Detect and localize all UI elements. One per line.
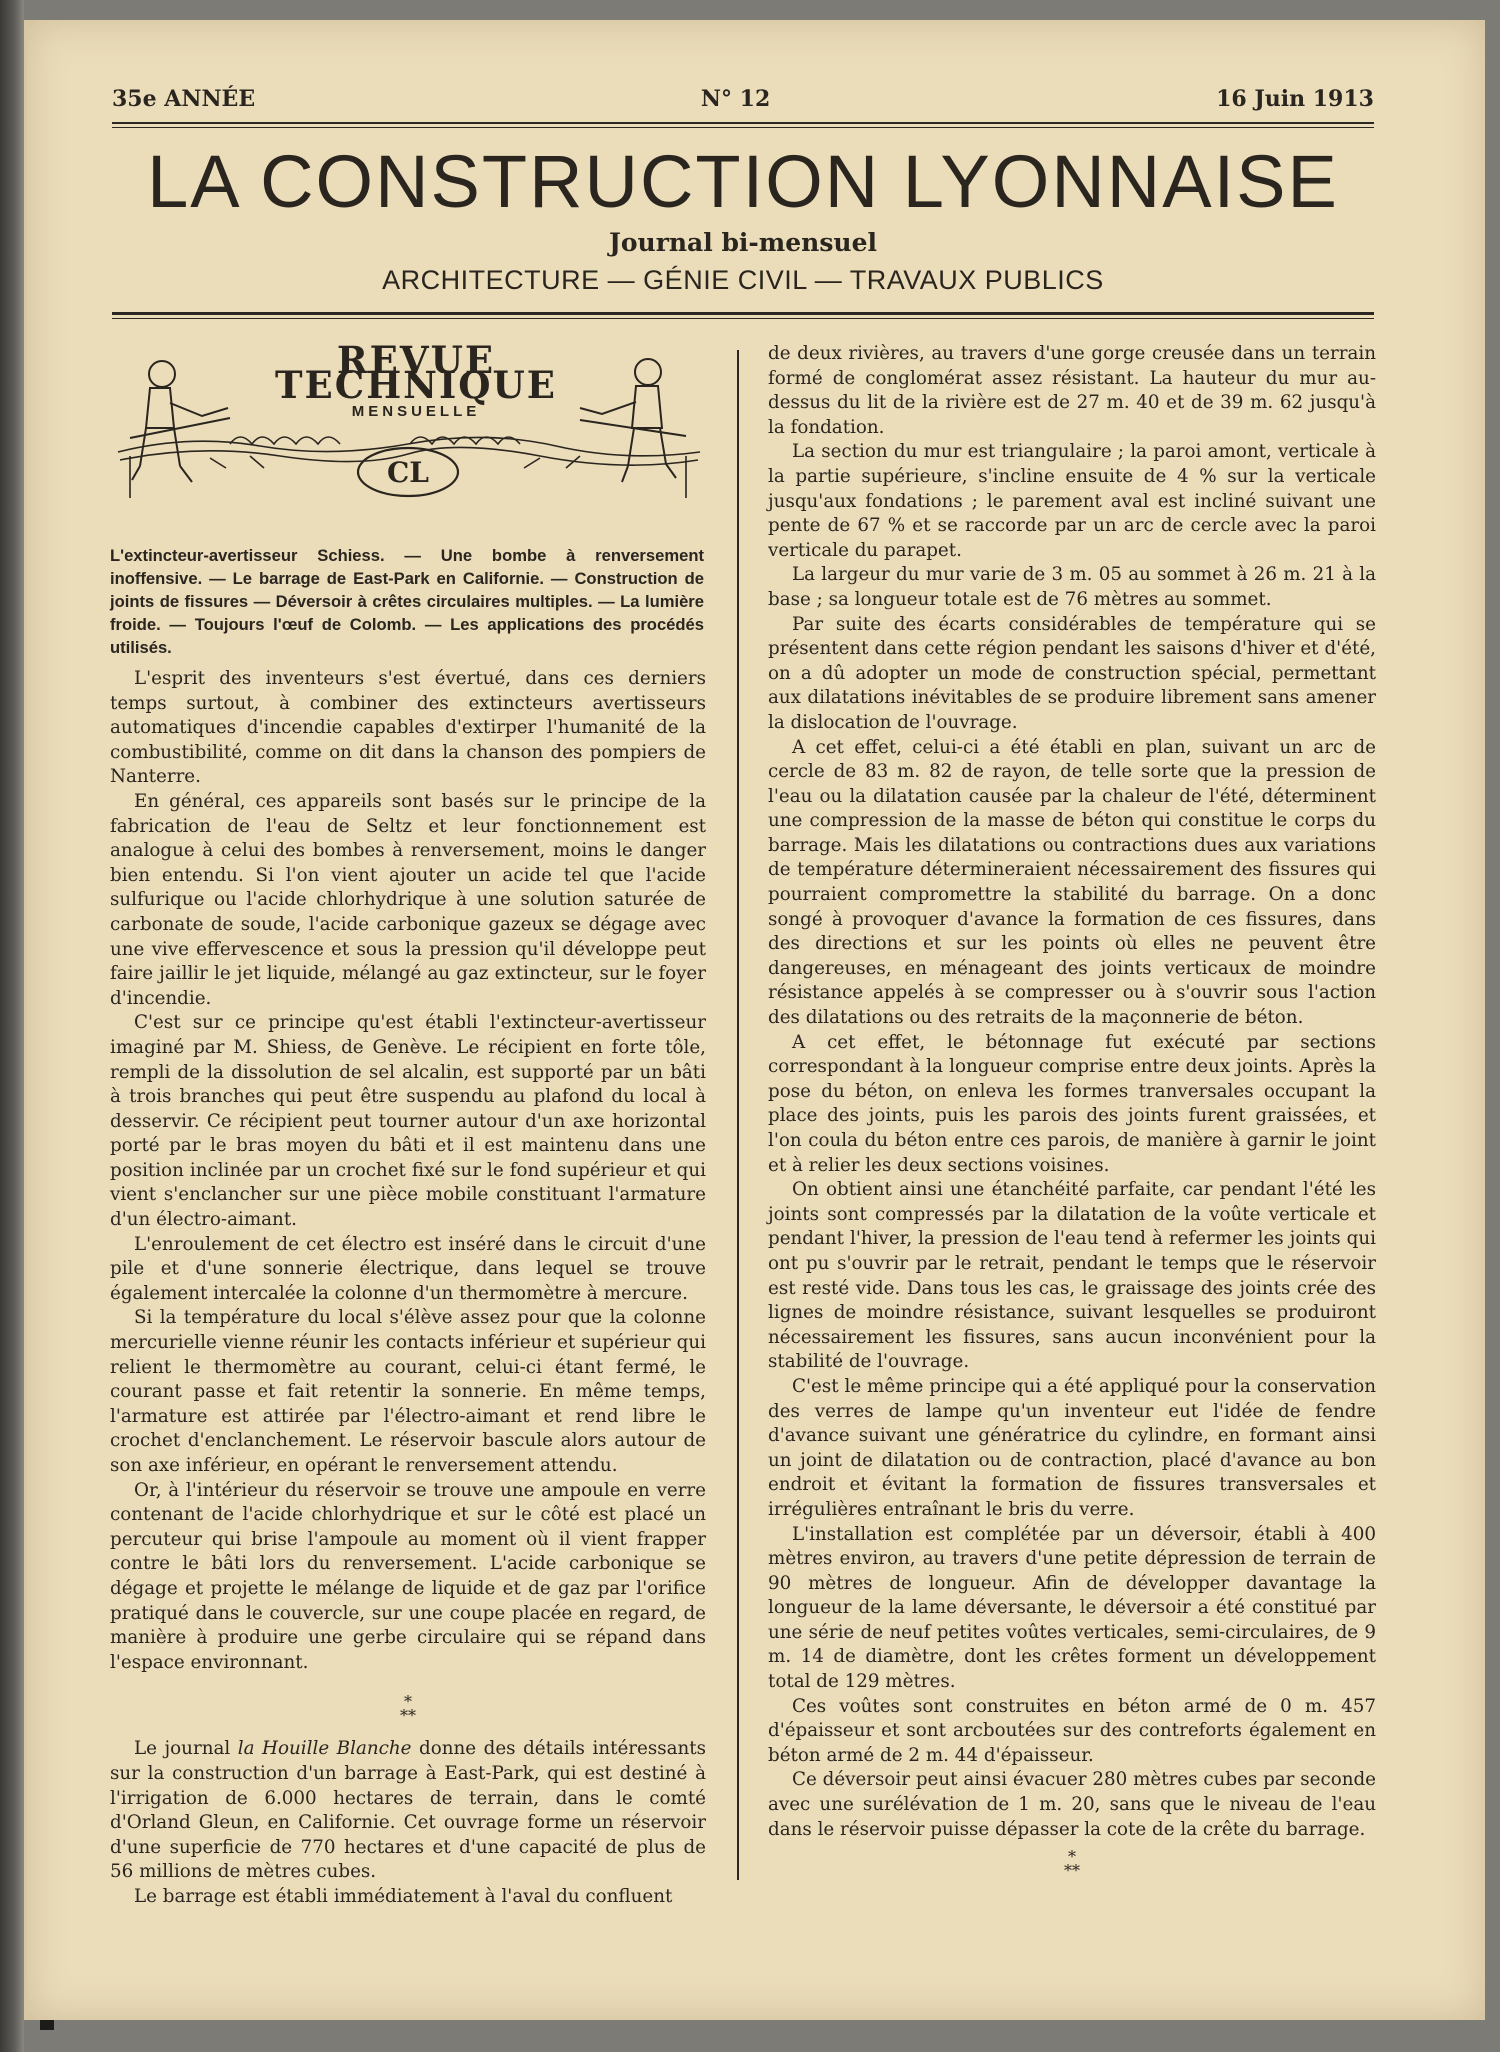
masthead-rule (112, 312, 1374, 315)
right-paragraph-10: Ces voûtes sont construites en béton armé de 0 m. 457 d'épaisseur et sont arcboutées sur des contreforts également en béton armé de 2 m. 44 d'épaisseur. (768, 1695, 1376, 1766)
issue-year: 35e ANNÉE (112, 86, 256, 112)
journal-subtitle: Journal bi-mensuel (609, 228, 877, 257)
left-paragraph-1: L'esprit des inventeurs s'est évertué, dans ces derniers temps surtout, à combiner des extincteurs avertisseurs automatiques d'incendie capables d'extirper l'humanité de la combustibilité, comme on dit dans la chanson des pompiers de Nanterre. (110, 668, 706, 788)
left-paragraph-5: Si la température du local s'élève assez pour que la colonne mercurielle vienne réunir les contacts inférieur et supérieur qui relient le thermomètre au courant, celui-ci étant fermé, le courant passe et fait retentir la sonnerie. En même temps, l'armature est attirée par l'électro-aimant et rend libre le crochet d'enclanchement. Le réservoir bascule alors autour de son axe inférieur, en opérant le renversement attendu. (110, 1307, 706, 1476)
right-paragraph-8: C'est le même principe qui a été appliqué pour la conservation des verres de lampe qu'un inventeur eut l'idée de fendre d'avance suivant une génératrice du cylindre, en formant ainsi un joint de dilatation ou de contraction, placé d'avance au bon endroit et évitant la formation de fissures transversales et irrégulières entraînant le bris du verre. (768, 1375, 1376, 1520)
right-paragraph-2: La section du mur est triangulaire ; la paroi amont, verticale à la partie supérieure, s'incline ensuite de 4 % sur la verticale jusqu'aux fondations ; le parement aval est incliné suivant une pente de 67 % et se raccorde par un arc de cercle avec la paroi verticale du parapet. (768, 441, 1376, 561)
column-divider (737, 350, 739, 1880)
left-paragraph-3: C'est sur ce principe qu'est établi l'extincteur-avertisseur imaginé par M. Shiess, de Genève. Le récipient en forte tôle, rempli de la dissolution de sel alcalin, est supporté par un bâti à trois branches qui peut être suspendu au plafond du local à desservir. Ce récipient peut tourner autour d'un axe horizontal porté par le bras moyen du bâti et il est maintenu dans une position inclinée par un crochet fixé sur le fond supérieur et qui vient s'enclancher sur une pièce mobile constituant l'armature d'un électro-aimant. (110, 1012, 706, 1231)
right-paragraph-3: La largeur du mur varie de 3 m. 05 au sommet à 26 m. 21 à la base ; sa longueur totale est de 76 mètres au sommet. (768, 564, 1376, 610)
right-paragraph-6: A cet effet, le bétonnage fut exécuté par sections correspondant à la longueur comprise entre deux joints. Après la pose du béton, on enleva les formes tranversales occupant la place des joints, puis les parois des joints furent graissées, et l'on coula du béton entre ces parois, de manière à garnir le joint et à relier les deux sections voisines. (768, 1031, 1376, 1176)
houille-journal-title: la Houille Blanche (237, 1738, 412, 1760)
houille-paragraph (110, 1737, 706, 1885)
journal-title: LA CONSTRUCTION LYONNAISE (147, 140, 1339, 223)
left-paragraph-2: En général, ces appareils sont basés sur le principe de la fabrication de l'eau de Seltz et leur fonctionnement est analogue à celui des bombes à renversement, moins le danger bien entendu. Si l'on vient ajouter un acide tel que l'acide sulfurique ou l'acide chlorhydrique à une solution saturée de carbonate de soude, l'acide carbonique gazeux se dégage avec une vive effervescence et sous la pression qu'il développe peut faire jaillir le jet liquide, mélangé au gaz extincteur, sur le foyer d'incendie. (110, 790, 706, 1009)
right-paragraph-11: Ce déversoir peut ainsi évacuer 280 mètres cubes par seconde avec une surélévation de 1 m. 20, sans que le niveau de l'eau dans le réservoir puisse dépasser la cote de la crête du barrage. (768, 1769, 1376, 1840)
right-column (768, 342, 1376, 1881)
masthead-rule-thin (112, 318, 1374, 319)
left-paragraph-6: Or, à l'intérieur du réservoir se trouve une ampoule en verre contenant de l'acide chlorhydrique et sur le côté est placé un percuteur qui brise l'ampoule au moment où il vient frapper contre le bâti lors du renversement. L'acide carbonique se dégage et projette le mélange de liquide et de gaz par l'orifice pratiqué dans le couvercle, sur une coupe placée en regard, de manière à produire une gerbe circulaire qui se répand dans l'espace environnant. (110, 1479, 706, 1673)
left-paragraph-4: L'enroulement de cet électro est inséré dans le circuit d'une pile et d'une sonnerie électrique, dans lequel se trouve également intercalée la colonne d'un thermomètre à mercure. (110, 1233, 706, 1304)
end-separator: * ** (1064, 1847, 1080, 1881)
header-rule-thin (112, 127, 1374, 128)
monogram-text: CL (387, 456, 429, 489)
right-paragraph-1: de deux rivières, au travers d'une gorge creusée dans un terrain formé de conglomérat assez résistant. La hauteur du mur au-dessus du lit de la rivière est de 27 m. 40 et de 39 m. 62 jusqu'à la fondation. (768, 343, 1376, 438)
journal-sections: ARCHITECTURE — GÉNIE CIVIL — TRAVAUX PUBLICS (382, 265, 1104, 295)
houille-body: donne des détails intéressants sur la construction d'un barrage à East-Park, qui est destiné à l'irrigation de 6.000 hectares de terrain, dans le comté d'Orland Gleun, en Californie. Cet ouvrage forme un réservoir d'une superficie de 770 hectares et d'une capacité de plus de 56 millions de mètres cubes. (110, 1738, 706, 1883)
right-paragraph-9: L'installation est complétée par un déversoir, établi à 400 mètres environ, au travers d'une petite dépression de terrain de 90 mètres de longueur. Afin de développer davantage la longueur de la lame déversante, le déversoir a été constitué par une série de neuf petites voûtes verticales, semi-circulaires, de 9 m. 14 de diamètre, dont les crêtes forment un développement total de 129 mètres. (768, 1523, 1376, 1693)
masthead (112, 140, 1374, 296)
section-separator: * ** (400, 1692, 416, 1726)
revue-technique-banner (110, 338, 706, 528)
left-column (110, 338, 706, 1910)
revue-subtitle: MENSUELLE (351, 403, 481, 420)
right-paragraph-5: A cet effet, celui-ci a été établi en plan, suivant un arc de cercle de 83 m. 82 de rayon, de telle sorte que la pression de l'eau ou la dilatation causée par la chaleur de l'été, déterminent une compression de la masse de béton qui constitue le corps du barrage. Mais les dilatations ou contractions dues aux variations de température détermineraient nécessairement des fissures qui pourraient compromettre la stabilité du barrage. On a donc songé à provoquer d'avance la formation de ces fissures, dans des directions et sur les points où elles ne peuvent être dangereuses, en ménageant des joints verticaux de moindre résistance appelés à se compresser ou à s'ouvrir sous l'action des dilatations ou des retraits de la maçonnerie de béton. (768, 736, 1376, 1029)
right-paragraph-4: Par suite des écarts considérables de température qui se présentent dans cette région pendant les saisons d'hiver et d'été, on a dû adopter un mode de construction spécial, permettant aux dilatations inévitables de se produire librement sans amener la dislocation de l'ouvrage. (768, 613, 1376, 733)
book-binding (0, 0, 24, 2052)
article-summary: L'extincteur-avertisseur Schiess. — Une bombe à renversement inoffensive. — Le barrage de East-Park en Californie. — Construction de joints de fissures — Déversoir à crêtes circulaires multiples. — La lumière froide. — Toujours l'œuf de Colomb. — Les applications des procédés utilisés. (110, 546, 704, 657)
revue-title: REVUE TECHNIQUE (275, 338, 557, 407)
issue-number: N° 12 (700, 86, 771, 112)
houille-intro: Le journal (134, 1738, 238, 1760)
right-paragraph-7: On obtient ainsi une étanchéité parfaite, car pendant l'été les joints sont compressés par la dilatation de la voûte verticale et pendant l'hiver, la pression de l'eau tend à refermer les joints qui ont pu s'ouvrir par le retrait, pendant le temps que le réservoir est resté vide. Dans tous les cas, le graissage des joints crée des lignes de moindre résistance, suivant lesquelles se produiront nécessairement les fissures, sans aucun inconvénient pour la stabilité de l'ouvrage. (768, 1179, 1376, 1373)
header-rule-top (112, 122, 1374, 124)
left-paragraph-last: Le barrage est établi immédiatement à l'aval du confluent (134, 1885, 673, 1907)
issue-header (112, 86, 1374, 112)
issue-date: 16 Juin 1913 (1216, 86, 1374, 112)
